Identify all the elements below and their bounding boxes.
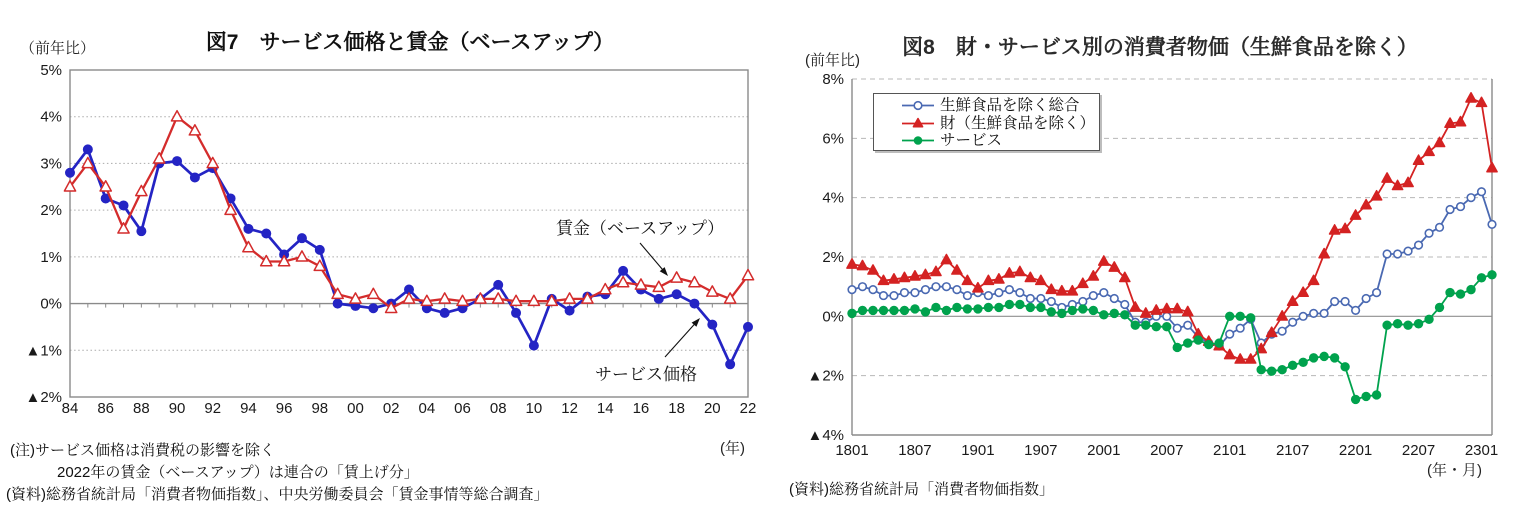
- figure7-x-axis-unit: (年): [720, 440, 745, 457]
- svg-text:6%: 6%: [822, 130, 844, 148]
- svg-text:04: 04: [418, 400, 436, 417]
- figure7-annotation-wage-label: 賃金（ベースアップ）: [556, 219, 725, 238]
- svg-text:3%: 3%: [40, 155, 62, 173]
- figure7-annotation-service-label: サービス価格: [595, 365, 697, 384]
- svg-text:1801: 1801: [835, 442, 869, 459]
- svg-text:10: 10: [525, 400, 543, 417]
- svg-text:1%: 1%: [40, 248, 62, 266]
- svg-text:96: 96: [275, 400, 293, 417]
- svg-text:4%: 4%: [40, 108, 62, 126]
- svg-text:0%: 0%: [822, 308, 844, 326]
- svg-text:5%: 5%: [40, 62, 62, 79]
- legend-label: 財（生鮮食品を除く）: [940, 114, 1096, 132]
- svg-text:12: 12: [561, 400, 578, 417]
- figure7-note-line: 2022年の賃金（ベースアップ）は連合の「賃上げ分」: [57, 464, 419, 481]
- legend-row: [901, 115, 1099, 133]
- legend-label: サービス: [940, 132, 1003, 150]
- svg-text:14: 14: [596, 400, 614, 417]
- svg-text:90: 90: [168, 400, 186, 417]
- svg-text:▲2%: ▲2%: [25, 388, 62, 406]
- legend-filled-circle-icon: [901, 134, 935, 147]
- svg-text:2001: 2001: [1087, 442, 1121, 459]
- svg-text:18: 18: [668, 400, 685, 417]
- figure7-source-note: (資料)総務省統計局「消費者物価指数」、中央労働委員会「賃金事情等総合調査」: [6, 486, 549, 503]
- figure7-note-line: (注)サービス価格は消費税の影響を除く: [10, 442, 275, 459]
- figure8-legend: [873, 93, 1100, 151]
- figure7-y-axis-unit: （前年比）: [20, 40, 96, 57]
- svg-text:08: 08: [489, 400, 507, 417]
- svg-text:94: 94: [240, 400, 257, 417]
- svg-text:20: 20: [703, 400, 721, 417]
- legend-row: [901, 132, 1099, 150]
- svg-text:4%: 4%: [822, 189, 844, 207]
- legend-open-circle-icon: [901, 99, 935, 112]
- figure8-source-note: (資料)総務省統計局「消費者物価指数」: [789, 481, 1054, 498]
- svg-text:86: 86: [97, 400, 115, 417]
- svg-text:▲4%: ▲4%: [807, 427, 844, 445]
- legend-label: 生鮮食品を除く総合: [940, 97, 1080, 115]
- svg-text:92: 92: [204, 400, 222, 417]
- svg-text:88: 88: [133, 400, 150, 417]
- svg-text:2201: 2201: [1338, 442, 1373, 459]
- figure8-plot: [770, 0, 1531, 524]
- svg-text:2107: 2107: [1275, 442, 1310, 459]
- figure8-y-axis-unit: (前年比): [805, 52, 860, 69]
- figure8-x-axis-unit: (年・月): [1427, 462, 1482, 479]
- legend-row: [901, 97, 1099, 115]
- svg-text:22: 22: [739, 400, 757, 417]
- svg-text:2%: 2%: [40, 202, 62, 220]
- svg-text:1907: 1907: [1024, 442, 1058, 459]
- svg-text:8%: 8%: [822, 71, 844, 88]
- figure8-title: 図8 財・サービス別の消費者物価（生鮮食品を除く）: [902, 36, 1418, 59]
- svg-text:2301: 2301: [1464, 442, 1499, 459]
- svg-text:2207: 2207: [1401, 442, 1436, 459]
- svg-text:98: 98: [311, 400, 329, 417]
- svg-text:02: 02: [382, 400, 400, 417]
- svg-text:▲1%: ▲1%: [25, 342, 62, 360]
- svg-text:06: 06: [454, 400, 471, 417]
- svg-text:00: 00: [347, 400, 364, 417]
- svg-text:2101: 2101: [1213, 442, 1247, 459]
- svg-text:2%: 2%: [822, 249, 844, 267]
- svg-text:1807: 1807: [898, 442, 932, 459]
- legend-triangle-icon: [901, 117, 935, 130]
- svg-text:1901: 1901: [961, 442, 995, 459]
- svg-text:84: 84: [61, 400, 79, 417]
- svg-text:2007: 2007: [1150, 442, 1184, 459]
- svg-text:▲2%: ▲2%: [807, 367, 844, 385]
- svg-text:0%: 0%: [40, 295, 62, 313]
- figure7-title: 図7 サービス価格と賃金（ベースアップ）: [205, 31, 615, 54]
- svg-text:16: 16: [632, 400, 650, 417]
